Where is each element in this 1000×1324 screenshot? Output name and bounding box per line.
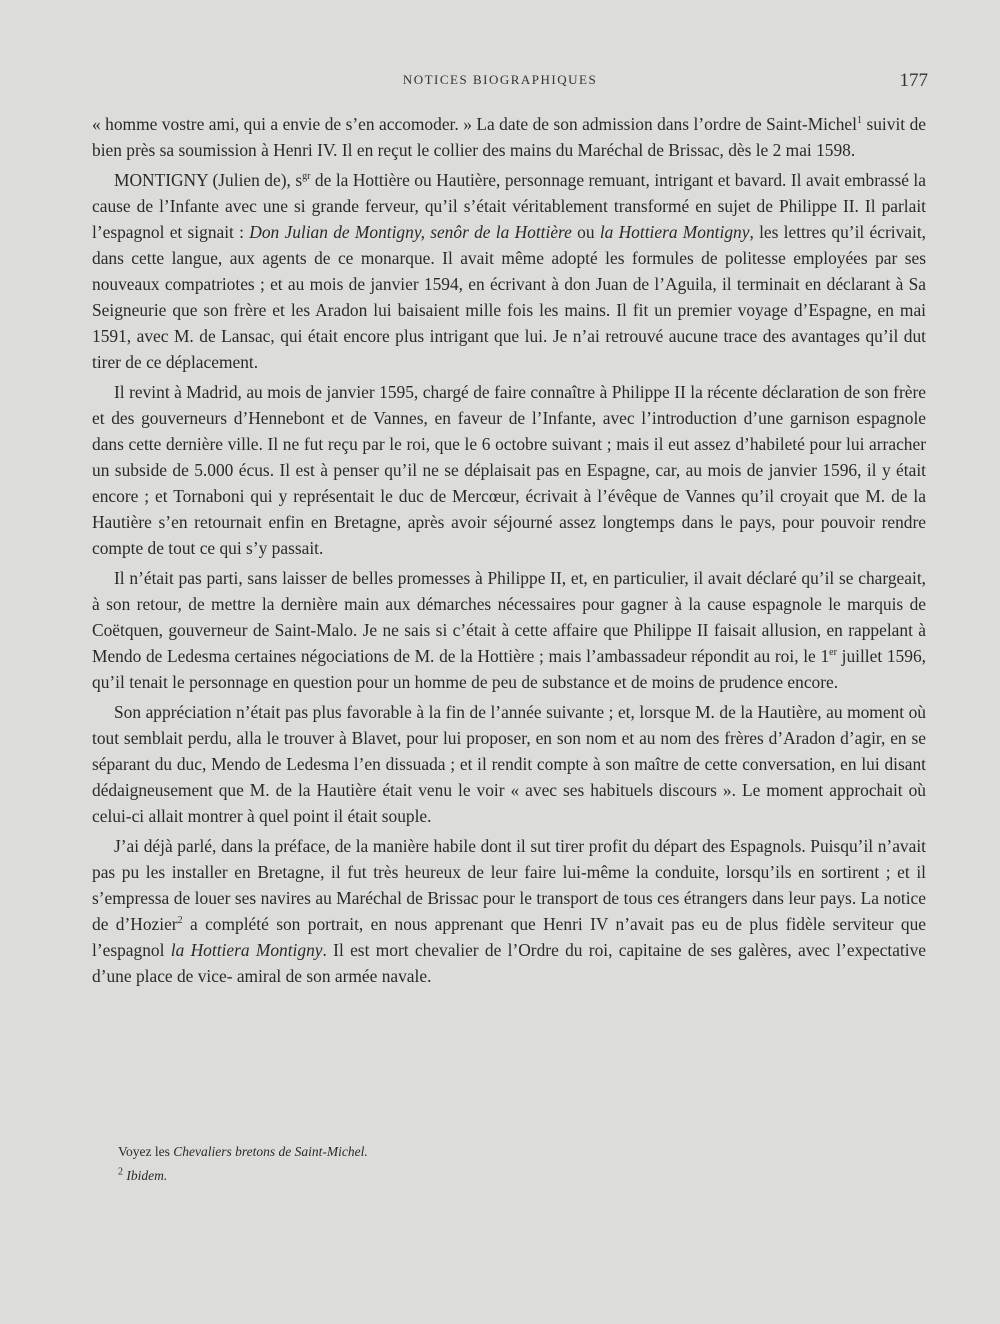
paragraph-madrid: Il revint à Madrid, au mois de janvier 1595, chargé de faire connaître à Philippe II la récente déclaration de son frère et des gouverneurs d’Hennebont et de Vannes, en faveur de l’Infante, avec l’introduction d’une garnison espagnole dans cette dernière ville. Il ne fut reçu par le roi, que le 6 octobre suivant ; mais il eut assez d’habileté pour lui arracher un subside de 5.000 écus. Il est à penser qu’il ne se déplaisait pas en Espagne, car, au mois de janvier 1596, il y était encore ; et Tornaboni qui y représentait le duc de Mercœur, écrivait à l’évêque de Vannes qu’il croyait que M. de la Hautière s’en retournait enfin en Bretagne, après avoir séjourné assez longtemps dans le pays, pour pouvoir rendre compte de tout ce qui s’y passait. bbox=[92, 382, 926, 558]
paragraph-depart: J’ai déjà parlé, dans la préface, de la manière habile dont il sut tirer profit du départ des Espagnols. Puisqu’il n’avait pas pu les installer en Bretagne, il fut très heureux de leur faire lui-même la conduite, lorsqu’ils en sortirent ; et il s’empressa de louer ses navires au Maréchal de Brissac pour le transport de tous ces étrangers dans leur pays. La notice de d’Hozier$^2$ a complété son portrait, en nous apprenant que Henri IV n’avait pas eu de plus fidèle serviteur que l’espagnol la Hottiera Montigny. Il est mort chevalier de l’Ordre du roi, capitaine de ses galères, avec l’expectative d’une place de vice- amiral de son armée navale. bbox=[92, 836, 926, 986]
paragraph-montigny-entry: MONTIGNY (Julien de), $s^{gr}$ de la Hottière ou Hautière, personnage remuant, intrigant et bavard. Il avait embrassé la cause de l’Infante avec une si grande ferveur, qu’il s’était véritablement transformé en sujet de Philippe II. Il parlait l’espagnol et signait : Don Julian de Montigny, senôr de la Hottière ou la Hottiera Montigny, les lettres qu’il écrivait, dans cette langue, aux agents de ce monarque. Il avait même adopté les formules de politesse employées par ses nouveaux compatriotes ; et au mois de janvier 1594, en écrivant à don Juan de l’Aguila, il terminait en déclarant à Sa Seigneurie que son frère et les Aradon lui baisaient mille fois les mains. Il fit un premier voyage d’Espagne, en mai 1591, avec M. de Lansac, qui était encore plus intrigant que lui. Je n’ai retrouvé aucune trace des avantages qu’il dut tirer de ce déplacement. bbox=[92, 170, 926, 372]
footnote-ref-2: 2 bbox=[177, 915, 183, 927]
paragraph-continuation: « homme vostre ami, qui a envie de s’en accomoder. » La date de son admission dans l’ordre de Saint-Michel$^1$ suivit de bien près sa soumission à Henri IV. Il en reçut le collier des mains du Maréchal de Brissac, dès le 2 mai 1598. bbox=[92, 114, 927, 160]
paragraph-appreciation: Son appréciation n’était pas plus favorable à la fin de l’année suivante ; et, lorsque M. de la Hautière, au moment où tout semblait perdu, alla le trouver à Blavet, pour lui proposer, en son nom et au nom des frères d’Aradon d’agir, en se séparant du duc, Mendo de Ledesma l’en dissuada ; et il rendit compte à son maître de cette conversation, en lui disant dédaigneusement que M. de la Hautière était venu le voir « avec ses habituels discours ». Le moment approchait où celui-ci allait montrer à quel point il était souple. bbox=[92, 702, 926, 826]
paragraph-promesses: Il n’était pas parti, sans laisser de belles promesses à Philippe II, et, en particulier, il avait déclaré qu’il se chargeait, à son retour, de mettre la dernière main aux démarches nécessaires pour gagner à la cause espagnole le marquis de Coëtquen, gouverneur de Saint-Malo. Je ne sais si c’était à cette affaire que Philippe II faisait allusion, en rappelant à Mendo de Ledesma certaines négociations de M. de la Hottière ; mais l’ambassadeur répondit au roi, le 1er juillet 1596, qu’il tenait le personnage en question pour un homme de peu de substance et de moins de prudence encore. bbox=[92, 568, 926, 692]
footnote-1: Voyez les Chevaliers bretons de Saint-Michel. bbox=[118, 1144, 368, 1159]
footnote-2: $^2$ Ibidem. bbox=[118, 1166, 168, 1183]
running-head: NOTICES BIOGRAPHIQUES bbox=[402, 72, 598, 87]
page-number: 177 bbox=[899, 70, 928, 91]
footnotes bbox=[118, 1140, 918, 1188]
footnote-ref-1: 1 bbox=[856, 115, 862, 127]
body-text bbox=[92, 111, 926, 989]
